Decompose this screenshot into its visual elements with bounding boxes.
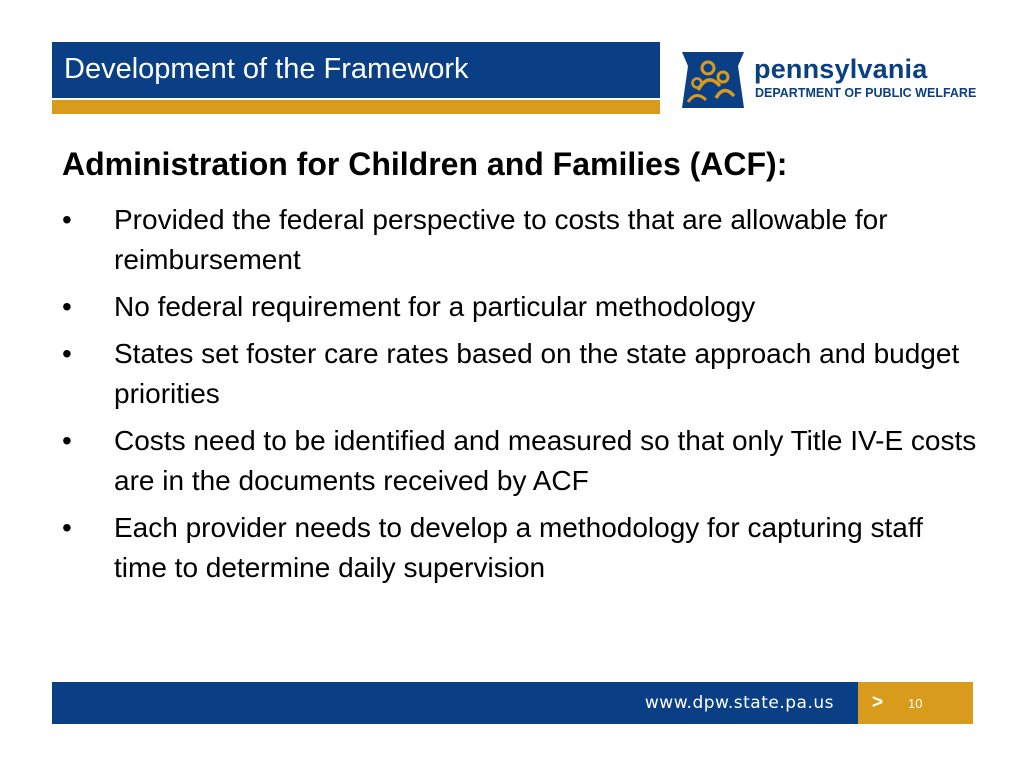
page-number: 10 <box>908 696 923 711</box>
bullet-symbol: • <box>62 338 72 369</box>
bullet-text: No federal requirement for a particular methodology <box>114 291 756 322</box>
bullet-text: States set foster care rates based on the state approach and budget priorities <box>114 338 960 409</box>
logo-name: pennsylvania <box>754 54 928 84</box>
bullet-text: Each provider needs to develop a methodology for capturing staff time to determine daily supervision <box>114 512 923 583</box>
bullet-symbol: • <box>62 425 72 456</box>
bullet-item <box>62 508 982 588</box>
pennsylvania-dpw-logo <box>678 48 978 112</box>
bullet-item <box>62 287 982 327</box>
title-underline <box>52 100 660 114</box>
bullet-symbol: • <box>62 512 72 543</box>
bullet-item <box>62 421 982 501</box>
bullet-text: Provided the federal perspective to costs that are allowable for reimbursement <box>114 204 888 275</box>
keystone-family-icon <box>678 50 748 110</box>
footer-nav <box>858 682 973 724</box>
logo-department: DEPARTMENT OF PUBLIC WELFARE <box>755 86 977 100</box>
footer-bar <box>52 682 858 724</box>
slide-title: Development of the Framework <box>64 53 469 85</box>
bullet-text: Costs need to be identified and measured so that only Title IV-E costs are in the documents received by ACF <box>114 425 977 496</box>
bullet-symbol: • <box>62 291 72 322</box>
next-slide-button[interactable]: > <box>872 692 884 713</box>
bullet-item <box>62 334 982 414</box>
bullet-symbol: • <box>62 204 72 235</box>
website-link[interactable]: www.dpw.state.pa.us <box>644 693 834 713</box>
bullet-list <box>62 200 982 595</box>
section-heading: Administration for Children and Families (ACF): <box>62 146 788 182</box>
title-bar <box>52 42 660 98</box>
bullet-item <box>62 200 982 280</box>
